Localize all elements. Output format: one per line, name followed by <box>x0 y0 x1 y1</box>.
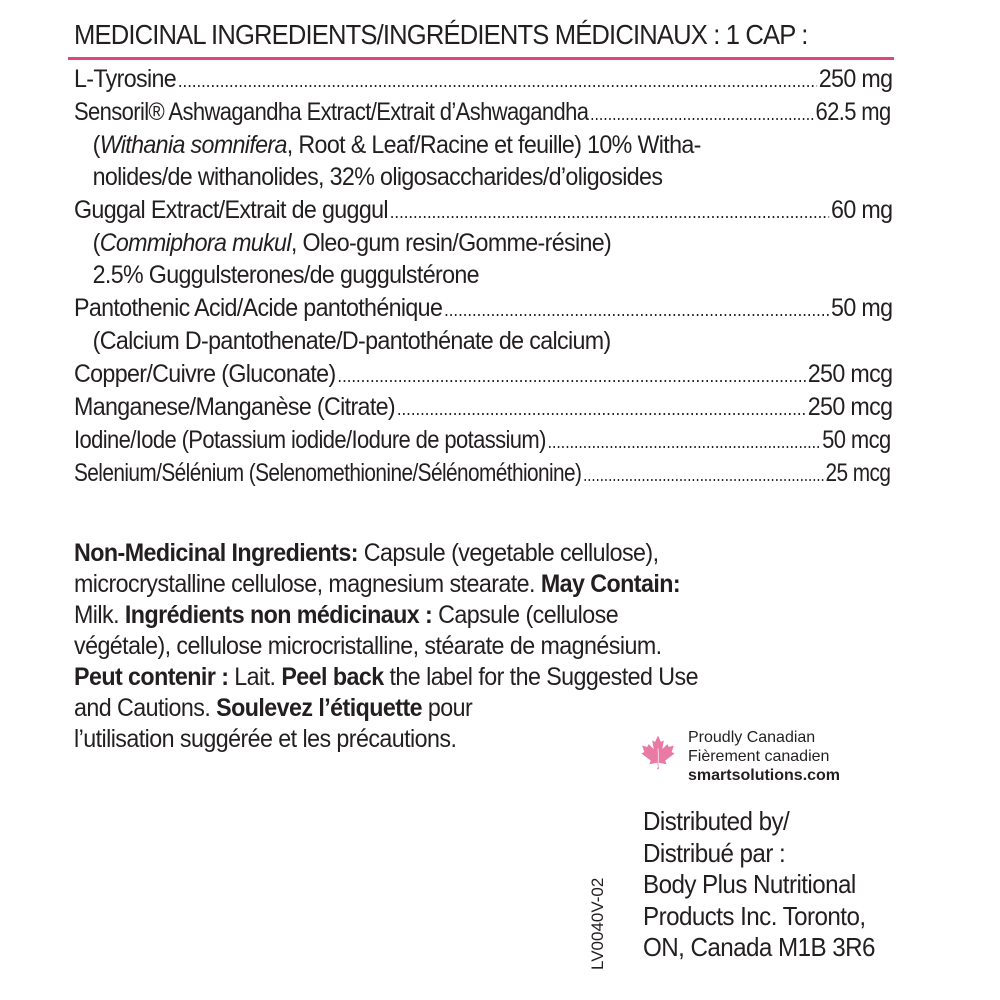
ingredient-amount: 250 mcg <box>807 393 893 421</box>
fierement-canadien-text: Fièrement canadien <box>688 748 830 765</box>
ingredient-row <box>74 425 891 457</box>
proudly-canadian-badge <box>640 728 840 785</box>
ingredient-amount: 250 mcg <box>807 360 893 388</box>
ingredient-name: Guggal Extract/Extrait de guggul <box>74 196 388 224</box>
ingredient-detail: 2.5% Guggulsterones/de guggulstérone <box>92 261 479 289</box>
non-medicinal-label: Non-Medicinal Ingredients: <box>74 539 358 567</box>
heading-divider <box>68 57 894 60</box>
leader-dots <box>548 427 821 457</box>
proudly-canadian-text: Proudly Canadian <box>688 729 816 746</box>
botanical-name: Withania somnifera <box>99 131 287 159</box>
leader-dots <box>337 361 805 391</box>
ingredient-amount: 62.5 mg <box>815 98 891 126</box>
ingredient-amount: 250 mg <box>818 65 893 93</box>
ingredient-name: Sensoril® Ashwagandha Extract/Extrait d’Ashwagandha <box>74 98 589 126</box>
leader-dots <box>397 394 806 424</box>
label-code: LV0040V-02 <box>588 877 607 970</box>
leader-dots <box>444 295 829 325</box>
ingredient-amount: 50 mg <box>831 294 893 322</box>
ingredient-name: Manganese/Manganèse (Citrate) <box>74 393 396 421</box>
maple-leaf-icon <box>640 734 676 770</box>
ingredient-row <box>74 64 892 96</box>
ingredient-amount: 60 mg <box>831 196 893 224</box>
botanical-name: Commiphora mukul <box>99 229 291 257</box>
leader-dots <box>583 460 824 490</box>
non-medicinal-label-fr: Ingrédients non médicinaux : <box>124 601 433 629</box>
distributor-line: Body Plus Nutritional <box>643 869 856 899</box>
ingredient-row <box>74 359 892 391</box>
ingredient-name: Selenium/Sélénium (Selenomethionine/Sélénométhionine) <box>74 459 582 487</box>
ingredient-row <box>74 392 892 424</box>
leader-dots <box>178 66 817 96</box>
medicinal-ingredients-heading: MEDICINAL INGREDIENTS/INGRÉDIENTS MÉDICINAUX : 1 CAP : <box>74 19 808 50</box>
ingredient-name: Copper/Cuivre (Gluconate) <box>74 360 336 388</box>
may-contain-label: May Contain: <box>540 570 681 598</box>
ingredient-row <box>74 195 892 227</box>
distributor-line: Distributed by/ <box>643 806 790 836</box>
ingredient-row <box>74 97 891 129</box>
leader-dots <box>390 197 829 227</box>
ingredient-detail: (Calcium D-pantothenate/D-pantothénate de calcium) <box>92 327 611 355</box>
soulevez-label: Soulevez l’étiquette <box>216 694 423 722</box>
ingredient-detail: (Withania somnifera, Root & Leaf/Racine et feuille) 10% Witha- <box>92 131 701 159</box>
ingredient-row <box>74 458 890 490</box>
leader-dots <box>590 99 814 129</box>
ingredient-detail: (Commiphora mukul, Oleo-gum resin/Gomme-résine) <box>92 229 612 257</box>
distributor-line: Products Inc. Toronto, <box>643 900 866 931</box>
ingredient-amount: 50 mcg <box>822 426 891 454</box>
distributor-line: ON, Canada M1B 3R6 <box>643 932 875 962</box>
ingredient-detail: nolides/de withanolides, 32% oligosaccharides/d’oligosides <box>92 163 663 191</box>
peut-contenir-label: Peut contenir : <box>74 663 229 691</box>
ingredient-amount: 25 mcg <box>825 459 891 487</box>
website-link[interactable]: smartsolutions.com <box>688 767 841 784</box>
non-medicinal-ingredients: Non-Medicinal Ingredients: Capsule (vegetable cellulose), microcrystalline cellulose, magnesium stearate. May Contain: Milk. Ingrédients non médicinaux : Capsule (cellulose végétale), cellulose microcristalline, stéarate de magnésium. Peut contenir : Lait. Peel back the label for the Suggested Use and Cautions. Soulevez l’étiquette pour l’utilisation suggérée et les précautions. <box>74 539 698 753</box>
ingredient-name: Pantothenic Acid/Acide pantothénique <box>74 294 443 322</box>
ingredient-name: L-Tyrosine <box>74 65 177 93</box>
ingredient-name: Iodine/Iode (Potassium iodide/Iodure de potassium) <box>74 426 546 454</box>
peel-back-label: Peel back <box>281 663 384 691</box>
distributor-info <box>643 806 875 964</box>
distributor-line: Distribué par : <box>643 837 786 868</box>
ingredient-list <box>74 64 893 96</box>
ingredient-row <box>74 293 892 325</box>
